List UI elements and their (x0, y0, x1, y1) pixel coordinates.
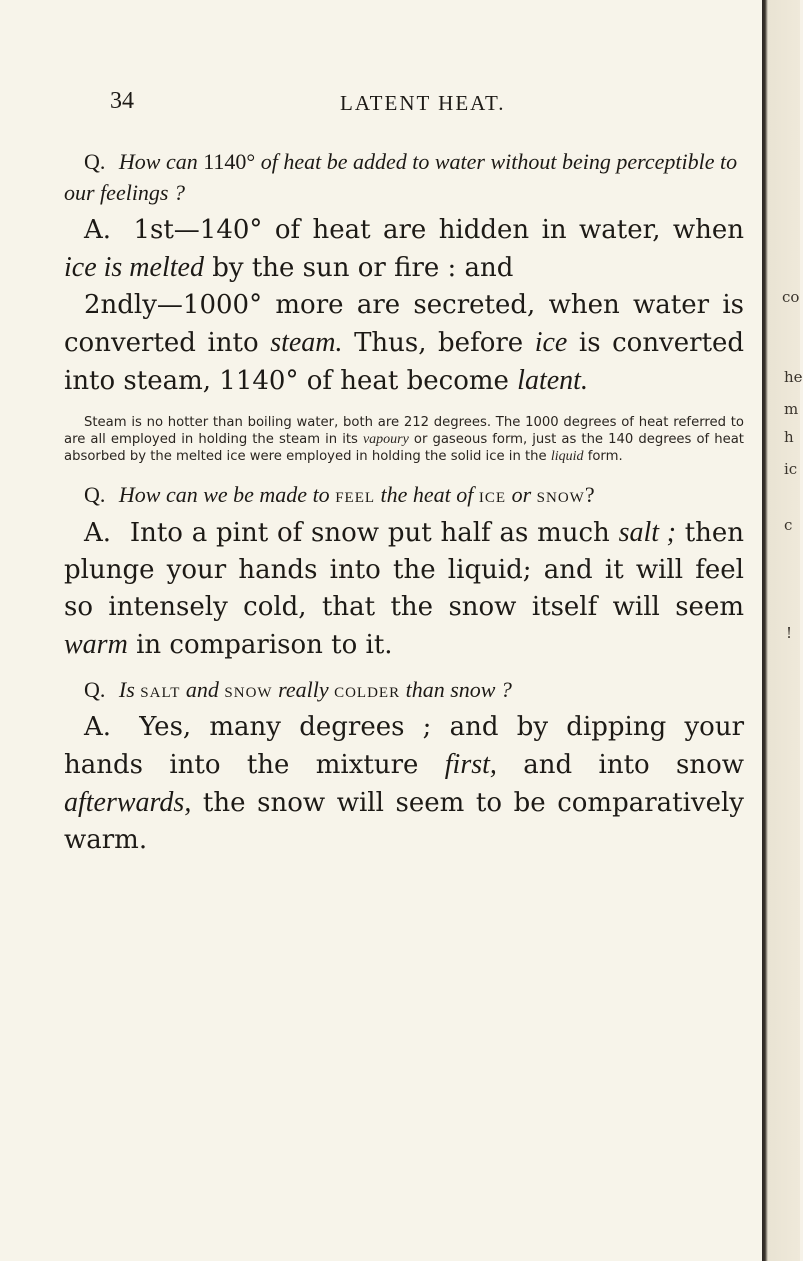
adjacent-page-edge (762, 0, 803, 1261)
qa-block-1 (64, 146, 744, 400)
answer-1-part-1 (64, 212, 744, 287)
footnote (64, 414, 744, 465)
note-text: or gaseous form, just as the 140 degrees of heat absorbed by the melted ice were employed in holding the solid ice in the (64, 432, 744, 464)
note-emphasis: vapoury (362, 432, 409, 447)
question-text: the heat of (380, 482, 474, 507)
answer-text: Thus, before (354, 328, 524, 358)
answer-3 (64, 709, 744, 859)
answer-text: is converted into steam, 1140° of heat become (64, 328, 745, 396)
edge-fragment: h (784, 428, 794, 446)
question-text: Is (118, 677, 135, 702)
question-2 (64, 479, 744, 510)
answer-text: the snow will seem to be comparatively warm. (64, 788, 744, 855)
edge-fragment: ic (784, 460, 798, 478)
answer-text: 1st—140° of heat are hidden in water, when (133, 215, 744, 245)
answer-text: Into a pint of snow put half as much (129, 518, 610, 548)
answer-text: Yes, many degrees ; and by dipping your hands into the mixture (64, 712, 744, 780)
answer-text: in comparison to it. (136, 630, 393, 660)
answer-label: A. (84, 518, 112, 548)
answer-emphasis: ice is melted (64, 252, 204, 283)
answer-label: A. (84, 215, 112, 245)
answer-emphasis: first, (444, 749, 497, 780)
page-content (64, 146, 744, 865)
answer-emphasis: warm (64, 629, 128, 660)
question-smallcaps: salt (140, 677, 181, 702)
answer-text: 2ndly—1000° more are secreted, when water is converted into (64, 290, 744, 358)
answer-emphasis: steam. (270, 327, 343, 358)
edge-fragment: ! (786, 624, 793, 642)
note-text: form. (587, 449, 623, 464)
page-header (110, 88, 750, 128)
answer-emphasis: salt ; (618, 517, 676, 548)
answer-text: then plunge your hands into the liquid; and it will feel so intensely cold, that the snow itself will seem (64, 518, 745, 622)
question-smallcaps: snow (224, 677, 273, 702)
answer-text: and into snow (523, 750, 745, 780)
question-1 (64, 146, 744, 208)
answer-label: A. (84, 712, 112, 742)
question-text: of heat be added to water without being perceptible to our feelings ? (64, 149, 738, 205)
answer-2 (64, 514, 744, 664)
answer-text: by the sun or fire : and (212, 253, 514, 283)
qa-block-3 (64, 674, 744, 859)
question-text: really (278, 677, 329, 702)
question-text: and (185, 677, 219, 702)
page-number: 34 (110, 88, 134, 114)
question-label: Q. (84, 677, 106, 702)
answer-1-part-2 (64, 287, 744, 400)
question-number: 1140° (203, 149, 256, 174)
note-text: Steam is no hotter than boiling water, both are 212 degrees. The 1000 degrees of heat referred to are all employed in holding the steam in its (64, 415, 744, 447)
edge-fragment: he (784, 368, 803, 386)
question-text: How can (118, 149, 198, 174)
answer-emphasis: afterwards, (64, 787, 192, 818)
question-label: Q. (84, 149, 106, 174)
question-text: How can we be made to (118, 482, 330, 507)
edge-fragment: c (784, 516, 793, 534)
edge-fragment: co (782, 288, 800, 306)
question-smallcaps: ice (478, 482, 507, 507)
question-text: ? (584, 482, 595, 507)
running-head: LATENT HEAT. (340, 91, 506, 115)
question-smallcaps: snow (536, 482, 585, 507)
question-smallcaps: feel (335, 482, 376, 507)
answer-emphasis: latent. (517, 365, 588, 396)
question-text: or (511, 482, 532, 507)
question-smallcaps: colder (334, 677, 401, 702)
question-text: than snow ? (405, 677, 512, 702)
question-label: Q. (84, 482, 106, 507)
question-3 (64, 674, 744, 705)
answer-emphasis: ice (534, 327, 568, 358)
note-emphasis: liquid (550, 449, 584, 464)
edge-fragment: m (784, 400, 799, 418)
qa-block-2 (64, 479, 744, 664)
